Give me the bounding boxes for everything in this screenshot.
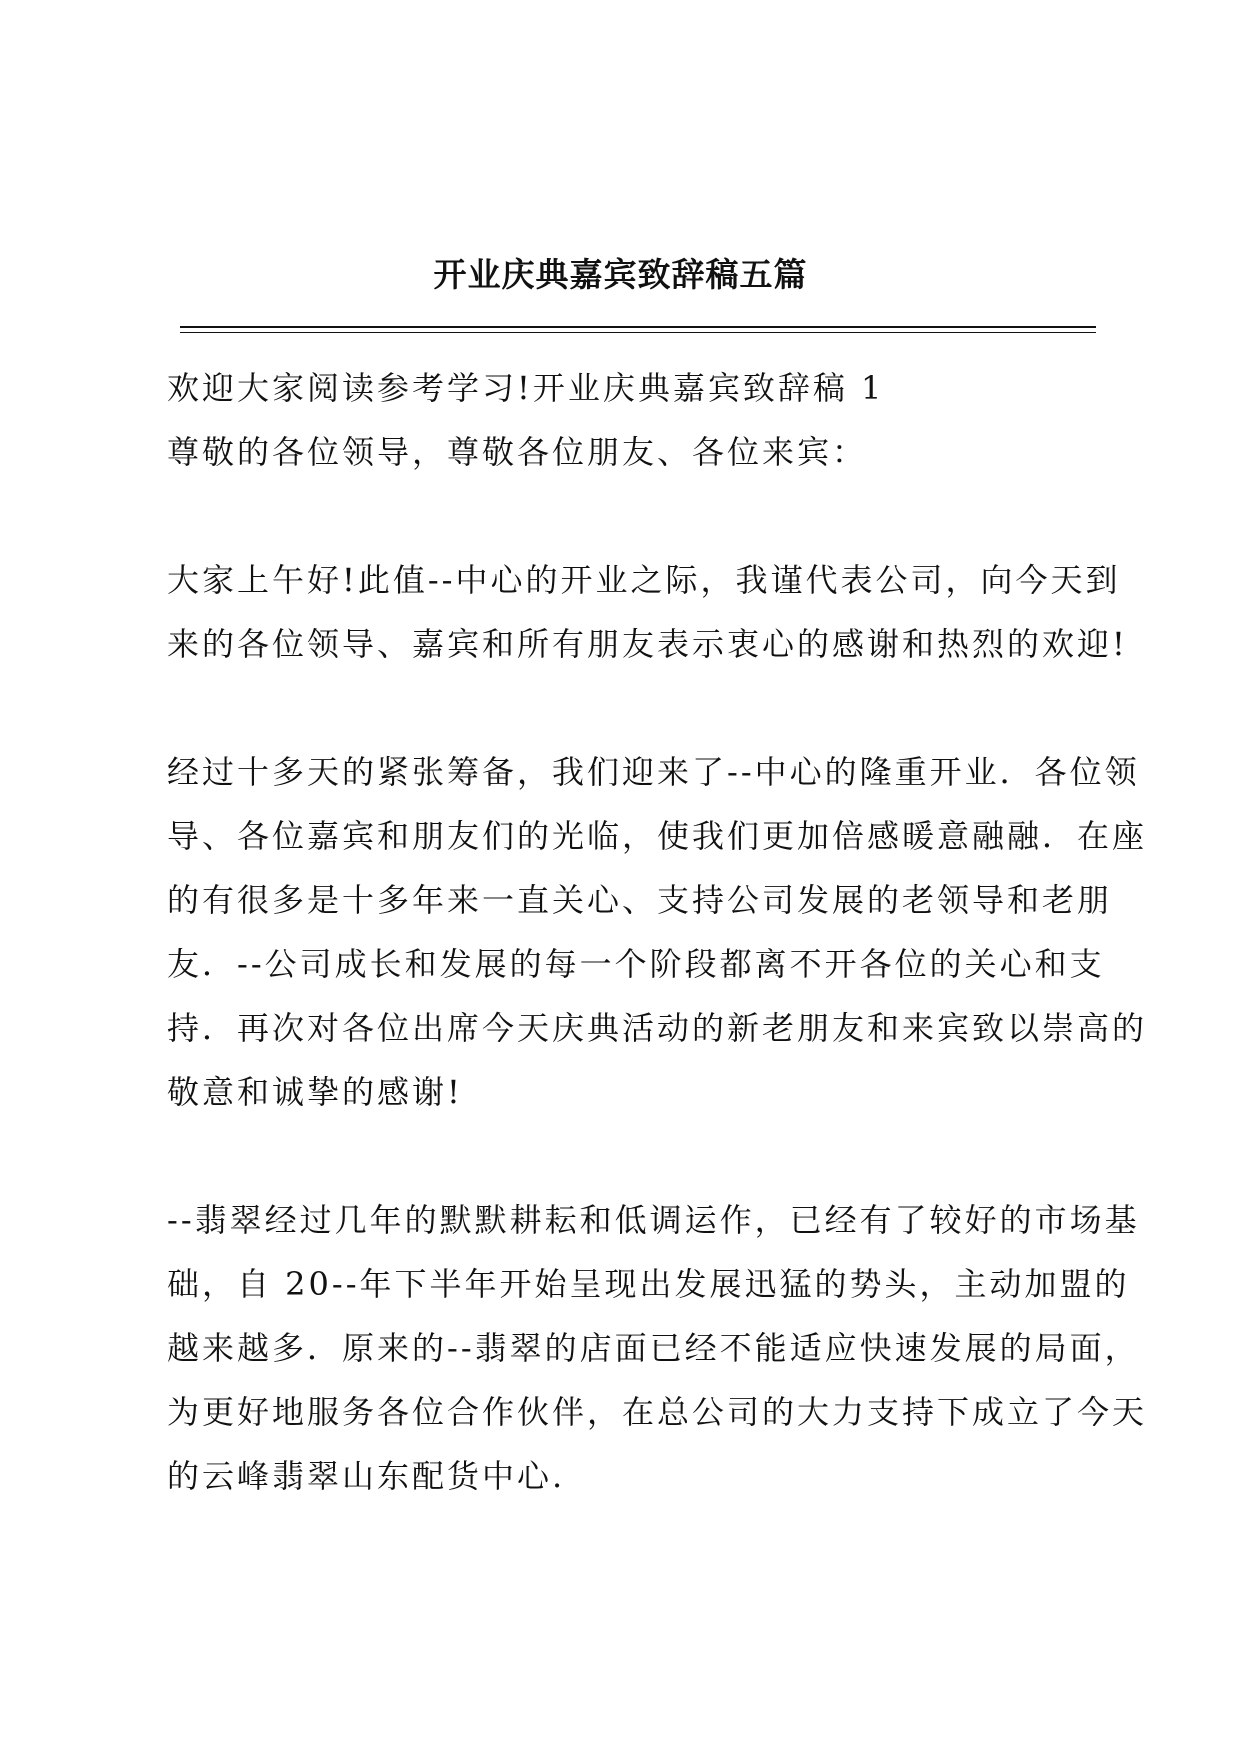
- paragraph-line: 持．再次对各位出席今天庆典活动的新老朋友和来宾致以崇高的: [167, 1009, 1148, 1047]
- paragraph-line: --翡翠经过几年的默默耕耘和低调运作，已经有了较好的市场基: [167, 1201, 1140, 1239]
- paragraph-line: 导、各位嘉宾和朋友们的光临，使我们更加倍感暖意融融．在座: [167, 817, 1148, 855]
- paragraph-line: 大家上午好!此值--中心的开业之际，我谨代表公司，向今天到: [167, 561, 1121, 599]
- paragraph-line: 的有很多是十多年来一直关心、支持公司发展的老领导和老朋: [167, 881, 1113, 919]
- paragraph-line: 为更好地服务各位合作伙伴，在总公司的大力支持下成立了今天: [167, 1393, 1148, 1431]
- document-title: 开业庆典嘉宾致辞稿五篇: [433, 255, 808, 294]
- title-divider-thin: [180, 332, 1096, 333]
- paragraph-gap: [167, 1124, 1107, 1188]
- paragraph-line: 的云峰翡翠山东配货中心.: [167, 1457, 566, 1495]
- paragraph-line: 敬意和诚挚的感谢!: [167, 1073, 463, 1111]
- paragraph-line: 础，自 20--年下半年开始呈现出发展迅猛的势头，主动加盟的: [167, 1265, 1130, 1303]
- intro-line: 欢迎大家阅读参考学习!开业庆典嘉宾致辞稿 1: [167, 369, 885, 407]
- paragraph-line: 越来越多．原来的--翡翠的店面已经不能适应快速发展的局面，: [167, 1329, 1140, 1367]
- paragraph-line: 经过十多天的紧张筹备，我们迎来了--中心的隆重开业．各位领: [167, 753, 1140, 791]
- paragraph-line: 来的各位领导、嘉宾和所有朋友表示衷心的感谢和热烈的欢迎!: [167, 625, 1128, 663]
- paragraph-gap: [167, 484, 1107, 548]
- paragraph-3: [167, 1188, 1148, 1508]
- paragraph-2: [167, 740, 1148, 1124]
- paragraph-line: 友．--公司成长和发展的每一个阶段都离不开各位的关心和支: [167, 945, 1105, 983]
- paragraph-gap: [167, 676, 1107, 740]
- salutation: 尊敬的各位领导，尊敬各位朋友、各位来宾：: [167, 433, 868, 471]
- paragraph-1: [167, 548, 1128, 676]
- title-divider-thick: [180, 326, 1096, 328]
- document-body: [167, 356, 1148, 1508]
